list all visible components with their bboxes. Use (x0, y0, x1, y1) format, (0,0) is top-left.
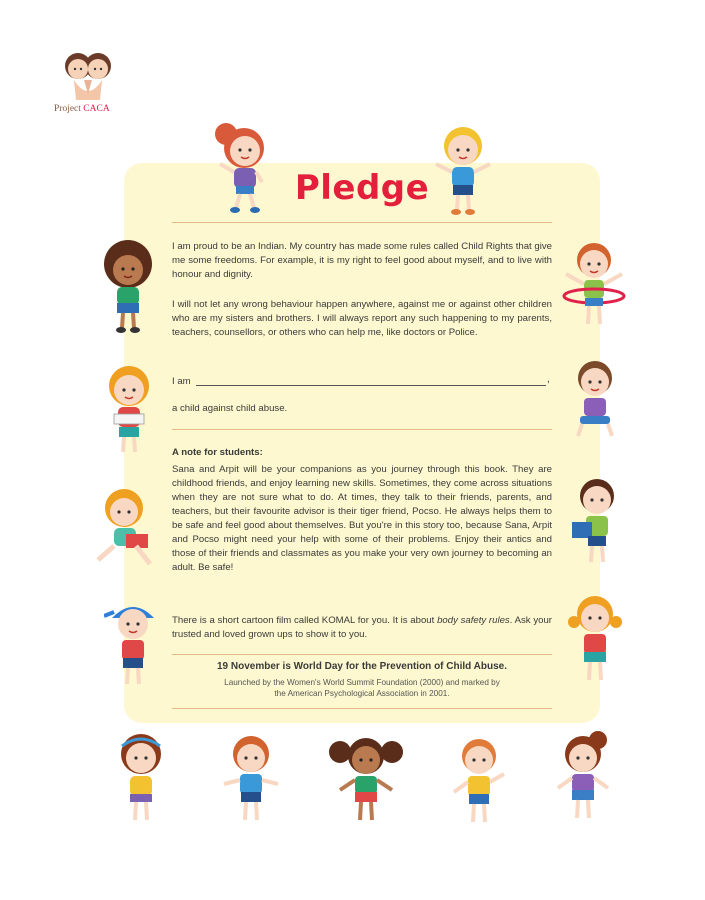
children-logo-icon (60, 50, 116, 102)
divider (172, 429, 552, 430)
boy-red-hair-illustration (218, 732, 284, 828)
girl-red-hair-illustration (212, 120, 276, 216)
project-caca-logo (54, 50, 124, 114)
page-title: Pledge (294, 168, 430, 208)
world-day-line-2: the American Psychological Association in 2001. (274, 689, 450, 698)
name-blank-comma: , (547, 374, 550, 385)
world-day-headline: 19 November is World Day for the Prevention of Child Abuse. (216, 661, 508, 672)
boy-orange-hair-illustration (448, 734, 510, 830)
boy-holding-book-illustration (568, 474, 626, 566)
girl-bun-illustration (550, 730, 616, 826)
boy-sitting-illustration (566, 356, 624, 446)
girl-afro-puffs-illustration (326, 732, 406, 828)
name-blank-line (196, 385, 546, 386)
film-text-after: . Ask your trusted and loved grown ups to show it to you. (172, 615, 553, 640)
logo-name-accent: CACA (83, 104, 110, 114)
girl-headband-illustration (110, 730, 172, 826)
child-against-text: a child against child abuse. (172, 403, 288, 414)
film-text-before: There is a short cartoon film called KOMAL for you. It is about (172, 615, 438, 626)
divider (172, 654, 552, 655)
pledge-paragraph-2: I will not let any wrong behaviour happen anywhere, against me or against other children who are my sisters and brothers. I will always report any such happening to my parents, teachers, counsellors, or others who can help me, like doctors or Police. (172, 299, 552, 338)
pledge-paragraph-1: I am proud to be an Indian. My country has made some rules called Child Rights that give me some freedoms. For example, it is my right to feel good about myself, and to live with honour and dignity. (172, 241, 552, 280)
film-text-italic: body safety rules (437, 615, 510, 626)
boy-cap-illustration (104, 598, 162, 692)
divider (172, 708, 552, 709)
girl-reading-illustration (98, 362, 160, 458)
note-paragraph: Sana and Arpit will be your companions as you journey through this book. They are childhood friends, and enjoy learning new skills. Sometimes, they come across situations when they are not sure what to do. At times, they talk to their friends, parents, and teachers, but their favourite advisor is their tiger friend, Pocso. He always helps them to be safe and feel good about themselves. But you're in this story too, because Sana, Arpit and Pocso might need your help with some of their problems. Enjoy their antics and those of their friends and classmates as you make your very own journey to becoming an adult. Be safe! (172, 464, 552, 573)
girl-curly-hair-illustration (95, 240, 161, 336)
boy-hula-hoop-illustration (558, 238, 630, 334)
i-am-label: I am (172, 376, 191, 387)
world-day-line-1: Launched by the Women's World Summit Foundation (2000) and marked by (224, 678, 500, 687)
girl-pigtails-illustration (566, 592, 624, 688)
girl-reading-book-illustration (92, 486, 162, 576)
divider (172, 222, 552, 223)
logo-name-prefix: Project (54, 104, 84, 114)
logo-text (54, 104, 124, 114)
film-paragraph (172, 614, 552, 642)
note-heading: A note for students: (172, 447, 263, 458)
boy-blonde-waving-illustration (428, 122, 498, 218)
